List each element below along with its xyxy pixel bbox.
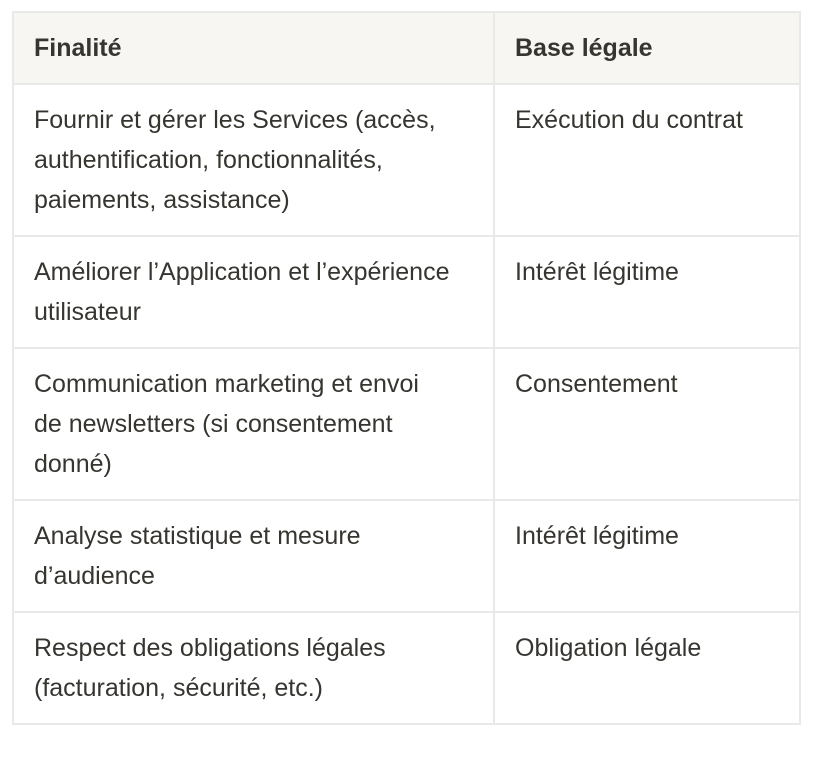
purpose-cell: Améliorer l’Application et l’expérience utilisateur [13, 236, 494, 348]
header-legal-basis: Base légale [494, 12, 800, 84]
table-header [13, 12, 800, 84]
header-row [13, 12, 800, 84]
legal-basis-cell: Consentement [494, 348, 800, 500]
table-row [13, 348, 800, 500]
table-row [13, 500, 800, 612]
legal-basis-table [12, 11, 801, 725]
table-body [13, 84, 800, 724]
purpose-cell: Analyse statistique et mesure d’audience [13, 500, 494, 612]
legal-basis-cell: Exécution du contrat [494, 84, 800, 236]
purpose-cell: Communication marketing et envoi de newsletters (si consentement donné) [13, 348, 494, 500]
purpose-cell: Fournir et gérer les Services (accès, authentification, fonctionnalités, paiements, assistance) [13, 84, 494, 236]
legal-basis-cell: Intérêt légitime [494, 236, 800, 348]
purpose-cell: Respect des obligations légales (facturation, sécurité, etc.) [13, 612, 494, 724]
table-row [13, 612, 800, 724]
table-row [13, 84, 800, 236]
legal-basis-cell: Intérêt légitime [494, 500, 800, 612]
table-row [13, 236, 800, 348]
legal-basis-cell: Obligation légale [494, 612, 800, 724]
header-purpose: Finalité [13, 12, 494, 84]
